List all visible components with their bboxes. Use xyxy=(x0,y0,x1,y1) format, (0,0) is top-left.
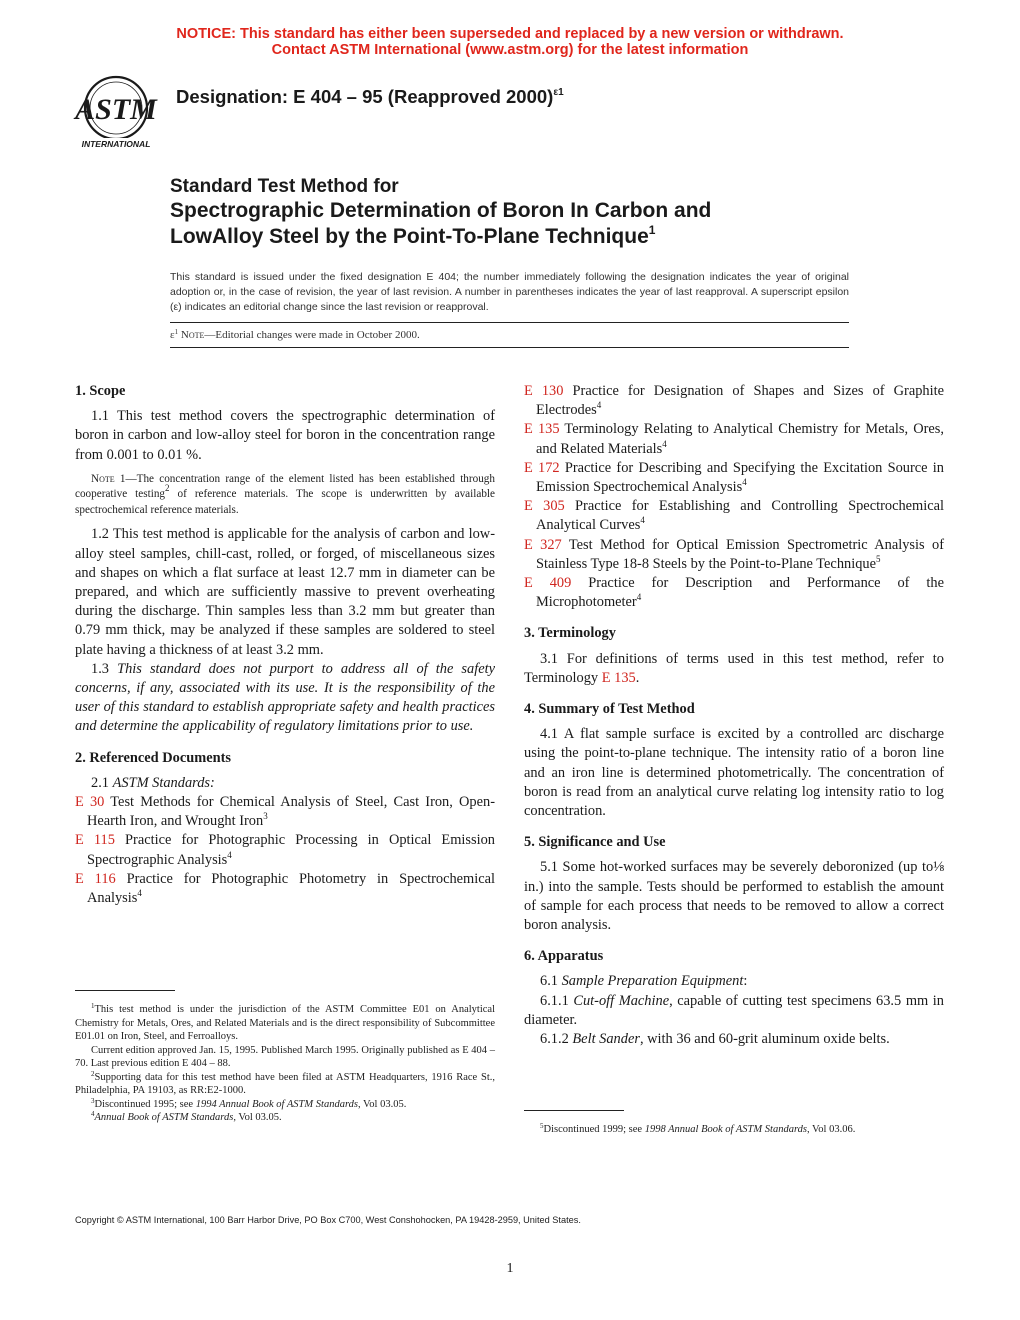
ref-item xyxy=(524,382,944,420)
footnote-2 xyxy=(75,1071,495,1098)
ref-link-e172[interactable]: E 172 xyxy=(524,459,560,476)
footnote-3-a: Discontinued 1995; see xyxy=(94,1098,196,1110)
designation-text: Designation: E 404 – 95 (Reapproved 2000) xyxy=(176,86,554,107)
logo-word: INTERNATIONAL xyxy=(81,139,151,149)
section-apparatus-heading: 6. Apparatus xyxy=(524,948,604,965)
editorial-note-label: Note xyxy=(180,329,205,341)
intro-rule-top xyxy=(170,322,849,323)
terminology-end: . xyxy=(635,669,640,686)
footnote-2-text: Supporting data for this test method have been filed at ASTM Headquarters, 1916 Race St., Philadelphia, PA 19103, as RR:E2-1000. xyxy=(75,1071,495,1096)
notice-line-1: NOTICE: This standard has either been superseded and replaced by a new version or withdrawn. xyxy=(176,26,844,42)
ref-text: Practice for Photographic Processing in Optical Emission Spectrographic Analysis xyxy=(87,832,495,868)
title-line-3-text: LowAlloy Steel by the Point-To-Plane Technique xyxy=(170,225,649,248)
apparatus-6-1-label: Sample Preparation Equipment xyxy=(561,973,744,990)
scope-1-3 xyxy=(75,660,495,737)
terminology-3-1 xyxy=(524,650,944,688)
ref-item xyxy=(524,420,944,458)
footnote-4-mark: 4 xyxy=(91,1110,95,1118)
intro-rule-bottom xyxy=(170,347,849,348)
apparatus-6-1-2 xyxy=(524,1030,944,1049)
footnote-1-text: This test method is under the jurisdiction of the ASTM Committee E01 on Analytical Chemistry for Metals, Ores, and Related Materials and is the direct responsibility of Subcommittee E01.01 on Iron, Steel, and Ferroalloys. xyxy=(75,1004,495,1042)
ref-item xyxy=(524,574,944,612)
footnote-rule-left xyxy=(75,990,175,991)
ref-text: Practice for Describing and Specifying the Excitation Source in Emission Spectrochemical Analysis xyxy=(536,459,944,496)
apparatus-6-1-num: 6.1 xyxy=(540,973,562,990)
note-1-sup: 2 xyxy=(165,483,170,494)
apparatus-6-1 xyxy=(524,972,944,991)
ref-item xyxy=(524,459,944,497)
ref-sup: 4 xyxy=(742,477,747,488)
scope-1-3-num: 1.3 xyxy=(91,660,118,677)
footnote-5 xyxy=(524,1123,944,1137)
astm-logo xyxy=(68,74,164,152)
apparatus-6-1-1-text: , capable of cutting test specimens 63.5 mm in diameter. xyxy=(524,992,944,1028)
copyright-line: Copyright © ASTM International, 100 Barr Harbor Drive, PO Box C700, West Conshohocken, PA 19428-2959, United States. xyxy=(75,1215,581,1225)
footnote-3-em: 1994 Annual Book of ASTM Standards xyxy=(195,1098,358,1110)
footnote-4-em: Annual Book of ASTM Standards xyxy=(94,1112,234,1123)
footnote-3 xyxy=(75,1098,495,1112)
editorial-mark: ε xyxy=(170,329,175,341)
astm-logo-icon xyxy=(68,74,164,152)
section-terminology-heading: 3. Terminology xyxy=(524,625,616,642)
footnote-3-mark: 3 xyxy=(91,1096,95,1105)
title-line-2: Spectrographic Determination of Boron In Carbon and xyxy=(170,199,712,222)
ref-link-e305[interactable]: E 305 xyxy=(524,498,565,515)
ref-item xyxy=(75,870,495,908)
refs-2-1-label: ASTM Standards: xyxy=(112,774,215,791)
apparatus-6-1-1 xyxy=(524,992,944,1030)
right-column xyxy=(524,382,944,1049)
editorial-note xyxy=(170,329,420,341)
ref-text: Practice for Establishing and Controlling Spectrochemical Analytical Curves xyxy=(536,498,945,534)
footnote-5-mark: 5 xyxy=(540,1122,544,1130)
ref-text: Test Method for Optical Emission Spectrometric Analysis of Stainless Type 18-8 Steels by the Point-to-Plane Technique xyxy=(536,536,944,572)
document-title xyxy=(170,175,870,250)
page-number: 1 xyxy=(506,1261,514,1276)
ref-link-e327[interactable]: E 327 xyxy=(524,536,562,553)
ref-link-e409[interactable]: E 409 xyxy=(524,575,572,592)
refs-2-1 xyxy=(75,774,495,793)
footnote-2-mark: 2 xyxy=(91,1069,95,1078)
ref-sup: 3 xyxy=(263,811,268,822)
ref-link-e130[interactable]: E 130 xyxy=(524,383,564,399)
terminology-text: 3.1 For definitions of terms used in this test method, refer to Terminology xyxy=(524,650,944,686)
ref-sup: 4 xyxy=(596,400,602,411)
apparatus-6-1-1-num: 6.1.1 xyxy=(540,992,574,1009)
ref-link-e115[interactable]: E 115 xyxy=(75,832,115,849)
section-significance-heading: 5. Significance and Use xyxy=(524,834,666,851)
note-1-label: Note xyxy=(91,472,115,485)
footnote-4-b: , Vol 03.05. xyxy=(233,1112,282,1123)
ref-text: Practice for Photographic Photometry in Spectrochemical Analysis xyxy=(87,870,495,906)
logo-letters: ASTM xyxy=(75,93,157,126)
editorial-mark-sup: 1 xyxy=(174,328,179,336)
title-footnote-mark: 1 xyxy=(648,223,656,237)
section-summary-heading: 4. Summary of Test Method xyxy=(524,701,695,718)
designation-superscript: ε1 xyxy=(553,87,564,98)
scope-note-1 xyxy=(75,472,495,519)
scope-1-2: 1.2 This test method is applicable for the analysis of carbon and low-alloy steel samples, chill-cast, rolled, or forged, of miscellaneous sizes and shapes on which a flat surface at least 12.7 mm in diameter can be prepared, and which are sufficiently massive to prevent overheating during the discharge. Thin samples less than 3.2 mm but greater than 0.79 mm thick, may be analyzed if these samples are soldered to steel plate having a thickness of at least 3.2 mm. xyxy=(75,526,495,658)
designation-intro: This standard is issued under the fixed designation E 404; the number immediately following the designation indicates the year of original adoption or, in the case of revision, the year of last revision. A number in parentheses indicates the year of last reapproval. A superscript epsilon (ε) indicates an editorial change since the last revision or reapproval. xyxy=(170,271,849,313)
footnote-1 xyxy=(75,1003,495,1044)
ref-sup: 4 xyxy=(662,438,667,449)
apparatus-6-1-tail: : xyxy=(743,973,748,990)
left-column xyxy=(75,382,495,908)
scope-1-3-text: This standard does not purport to address all of the safety concerns, if any, associated with its use. It is the responsibility of the user of this standard to establish appropriate safety and health practices and determine the applicability of regulatory limitations prior to use. xyxy=(75,660,495,735)
footnote-3-b: , Vol 03.05. xyxy=(357,1098,407,1110)
footnote-1b: Current edition approved Jan. 15, 1995. Published March 1995. Originally published as E 404 – 70. Last previous edition E 404 – 88. xyxy=(75,1044,495,1069)
ref-sup: 4 xyxy=(640,515,645,526)
ref-sup: 4 xyxy=(137,887,142,898)
note-1-text-b: of reference materials. The scope is underwritten by available spectrochemical reference materials. xyxy=(75,488,495,516)
apparatus-6-1-1-label: Cut-off Machine xyxy=(573,992,670,1009)
footnotes-left xyxy=(75,1003,495,1125)
ref-text: Practice for Description and Performance of the Microphotometer xyxy=(536,575,944,611)
apparatus-6-1-2-label: Belt Sander xyxy=(572,1031,640,1048)
footnotes-right xyxy=(524,1123,944,1137)
ref-item xyxy=(75,831,495,869)
significance-5-1: 5.1 Some hot-worked surfaces may be severely deboronized (up to⅛ in.) into the sample. Tests should be performed to establish the amount of sample for each process that needs to be removed to allow a correct boron analysis. xyxy=(524,859,944,934)
section-scope-heading: 1. Scope xyxy=(75,383,126,399)
footnote-5-a: Discontinued 1999; see xyxy=(543,1124,645,1135)
apparatus-6-1-2-text: , with 36 and 60-grit aluminum oxide belts. xyxy=(639,1031,890,1048)
ref-text: Terminology Relating to Analytical Chemistry for Metals, Ores, and Related Materials xyxy=(536,421,944,457)
ref-sup: 4 xyxy=(636,592,642,603)
ref-text: Practice for Designation of Shapes and Sizes of Graphite Electrodes xyxy=(536,383,944,419)
editorial-note-text: —Editorial changes were made in October 2000. xyxy=(204,329,420,341)
title-line-1: Standard Test Method for xyxy=(170,176,399,197)
ref-text: Test Methods for Chemical Analysis of Steel, Cast Iron, Open-Hearth Iron, and Wrought Iron xyxy=(87,793,495,830)
footnote-4 xyxy=(75,1111,495,1125)
section-refs-heading: 2. Referenced Documents xyxy=(75,749,231,766)
footnote-5-em: 1998 Annual Book of ASTM Standards xyxy=(644,1124,807,1135)
footnote-rule-right xyxy=(524,1110,624,1111)
terminology-link-e135[interactable]: E 135 xyxy=(601,669,636,686)
footnote-1-mark: 1 xyxy=(91,1002,95,1010)
title-line-3 xyxy=(170,224,870,250)
scope-1-1: 1.1 This test method covers the spectrographic determination of boron in carbon and low-alloy steel for boron in the concentration range from 0.001 to 0.01 %. xyxy=(75,408,495,463)
ref-sup: 4 xyxy=(227,849,232,860)
ref-item xyxy=(75,793,495,831)
apparatus-6-1-2-num: 6.1.2 xyxy=(540,1031,573,1048)
footnote-5-b: , Vol 03.06. xyxy=(806,1124,856,1135)
note-1-text-a: 1—The concentration range of the element listed has been established through cooperative testing xyxy=(75,472,495,501)
refs-2-1-num: 2.1 xyxy=(91,774,113,791)
ref-item xyxy=(524,536,944,574)
ref-item xyxy=(524,497,944,535)
ref-sup: 5 xyxy=(875,553,881,564)
ref-link-e135[interactable]: E 135 xyxy=(524,421,560,438)
notice-line-2: Contact ASTM International (www.astm.org) for the latest information xyxy=(271,42,749,58)
ref-link-e116[interactable]: E 116 xyxy=(75,870,116,887)
summary-4-1: 4.1 A flat sample surface is excited by a controlled arc discharge using the point-to-plane technique. The intensity ratio of a boron line and an iron line is determined photometrically. The concentration of boron is read from an analytical curve relating log intensity ratio to log concentration. xyxy=(524,726,944,820)
ref-link-e30[interactable]: E 30 xyxy=(75,793,105,810)
designation xyxy=(176,86,564,108)
